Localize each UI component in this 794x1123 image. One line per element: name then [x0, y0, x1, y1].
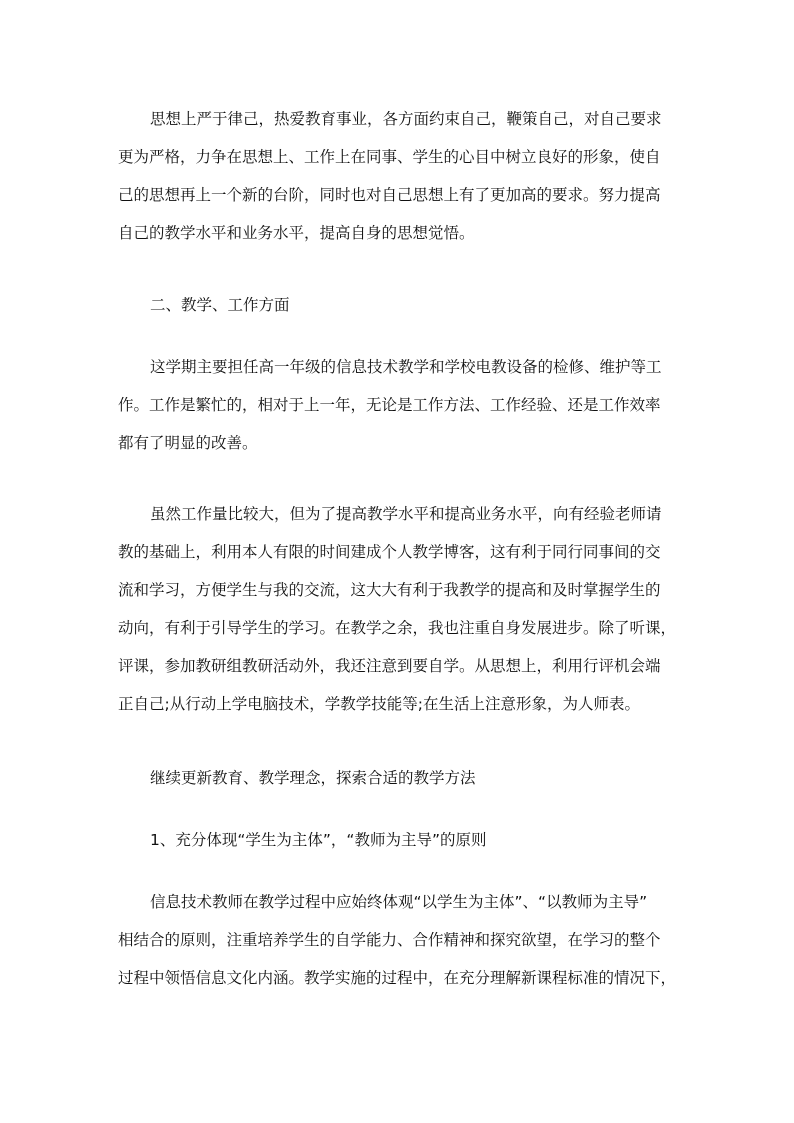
- paragraph-line: 正自己;从行动上学电脑技术，学教学技能等;在生活上注意形象，为人师表。: [118, 695, 640, 713]
- paragraph-line: 过程中领悟信息文化内涵。教学实施的过程中，在充分理解新课程标准的情况下，: [118, 969, 677, 987]
- paragraph-line: 流和学习，方便学生与我的交流，这大大有利于我教学的提高和及时掌握学生的: [118, 581, 661, 599]
- section-heading-teaching-work: 二、教学、工作方面: [150, 296, 290, 314]
- paragraph-it-teacher-principles: [118, 883, 678, 997]
- paragraph-line: 相结合的原则，注重培养学生的自学能力、合作精神和探究欲望，在学习的整个: [118, 931, 661, 949]
- paragraph-line: 都有了明显的改善。: [118, 434, 258, 452]
- paragraph-line: 动向，有利于引导学生的学习。在教学之余，我也注重自身发展进步。除了听课，: [118, 619, 677, 637]
- paragraph-line: 虽然工作量比较大，但为了提高教学水平和提高业务水平，向有经验老师请: [150, 505, 662, 523]
- paragraph-line: 评课，参加教研组教研活动外，我还注意到要自学。从思想上，利用行评机会端: [118, 657, 661, 675]
- paragraph-line: 更为严格，力争在思想上、工作上在同事、学生的心目中树立良好的形象，使自: [118, 148, 661, 166]
- paragraph-line: 信息技术教师在教学过程中应始终体观“以学生为主体”、“以教师为主导”: [150, 893, 648, 911]
- paragraph-discipline: [118, 100, 678, 252]
- paragraph-line: 这学期主要担任高一年级的信息技术教学和学校电教设备的检修、维护等工: [150, 358, 662, 376]
- paragraph-line: 己的思想再上一个新的台阶，同时也对自己思想上有了更加高的要求。努力提高: [118, 186, 661, 204]
- paragraph-line: 作。工作是繁忙的，相对于上一年，无论是工作方法、工作经验、还是工作效率: [118, 396, 661, 414]
- paragraph-self-improvement: [118, 495, 678, 723]
- paragraph-line: 自己的教学水平和业务水平，提高自身的思想觉悟。: [118, 224, 475, 242]
- paragraph-line: 教的基础上，利用本人有限的时间建成个人教学博客，这有利于同行同事间的交: [118, 543, 661, 561]
- subsection-heading-student-centered: 1、充分体现“学生为主体”，“教师为主导”的原则: [150, 831, 487, 849]
- paragraph-semester-duties: [118, 348, 678, 462]
- section-heading-teaching-philosophy: 继续更新教育、教学理念，探索合适的教学方法: [150, 769, 476, 787]
- paragraph-line: 思想上严于律己，热爱教育事业，各方面约束自己，鞭策自己，对自己要求: [150, 110, 662, 128]
